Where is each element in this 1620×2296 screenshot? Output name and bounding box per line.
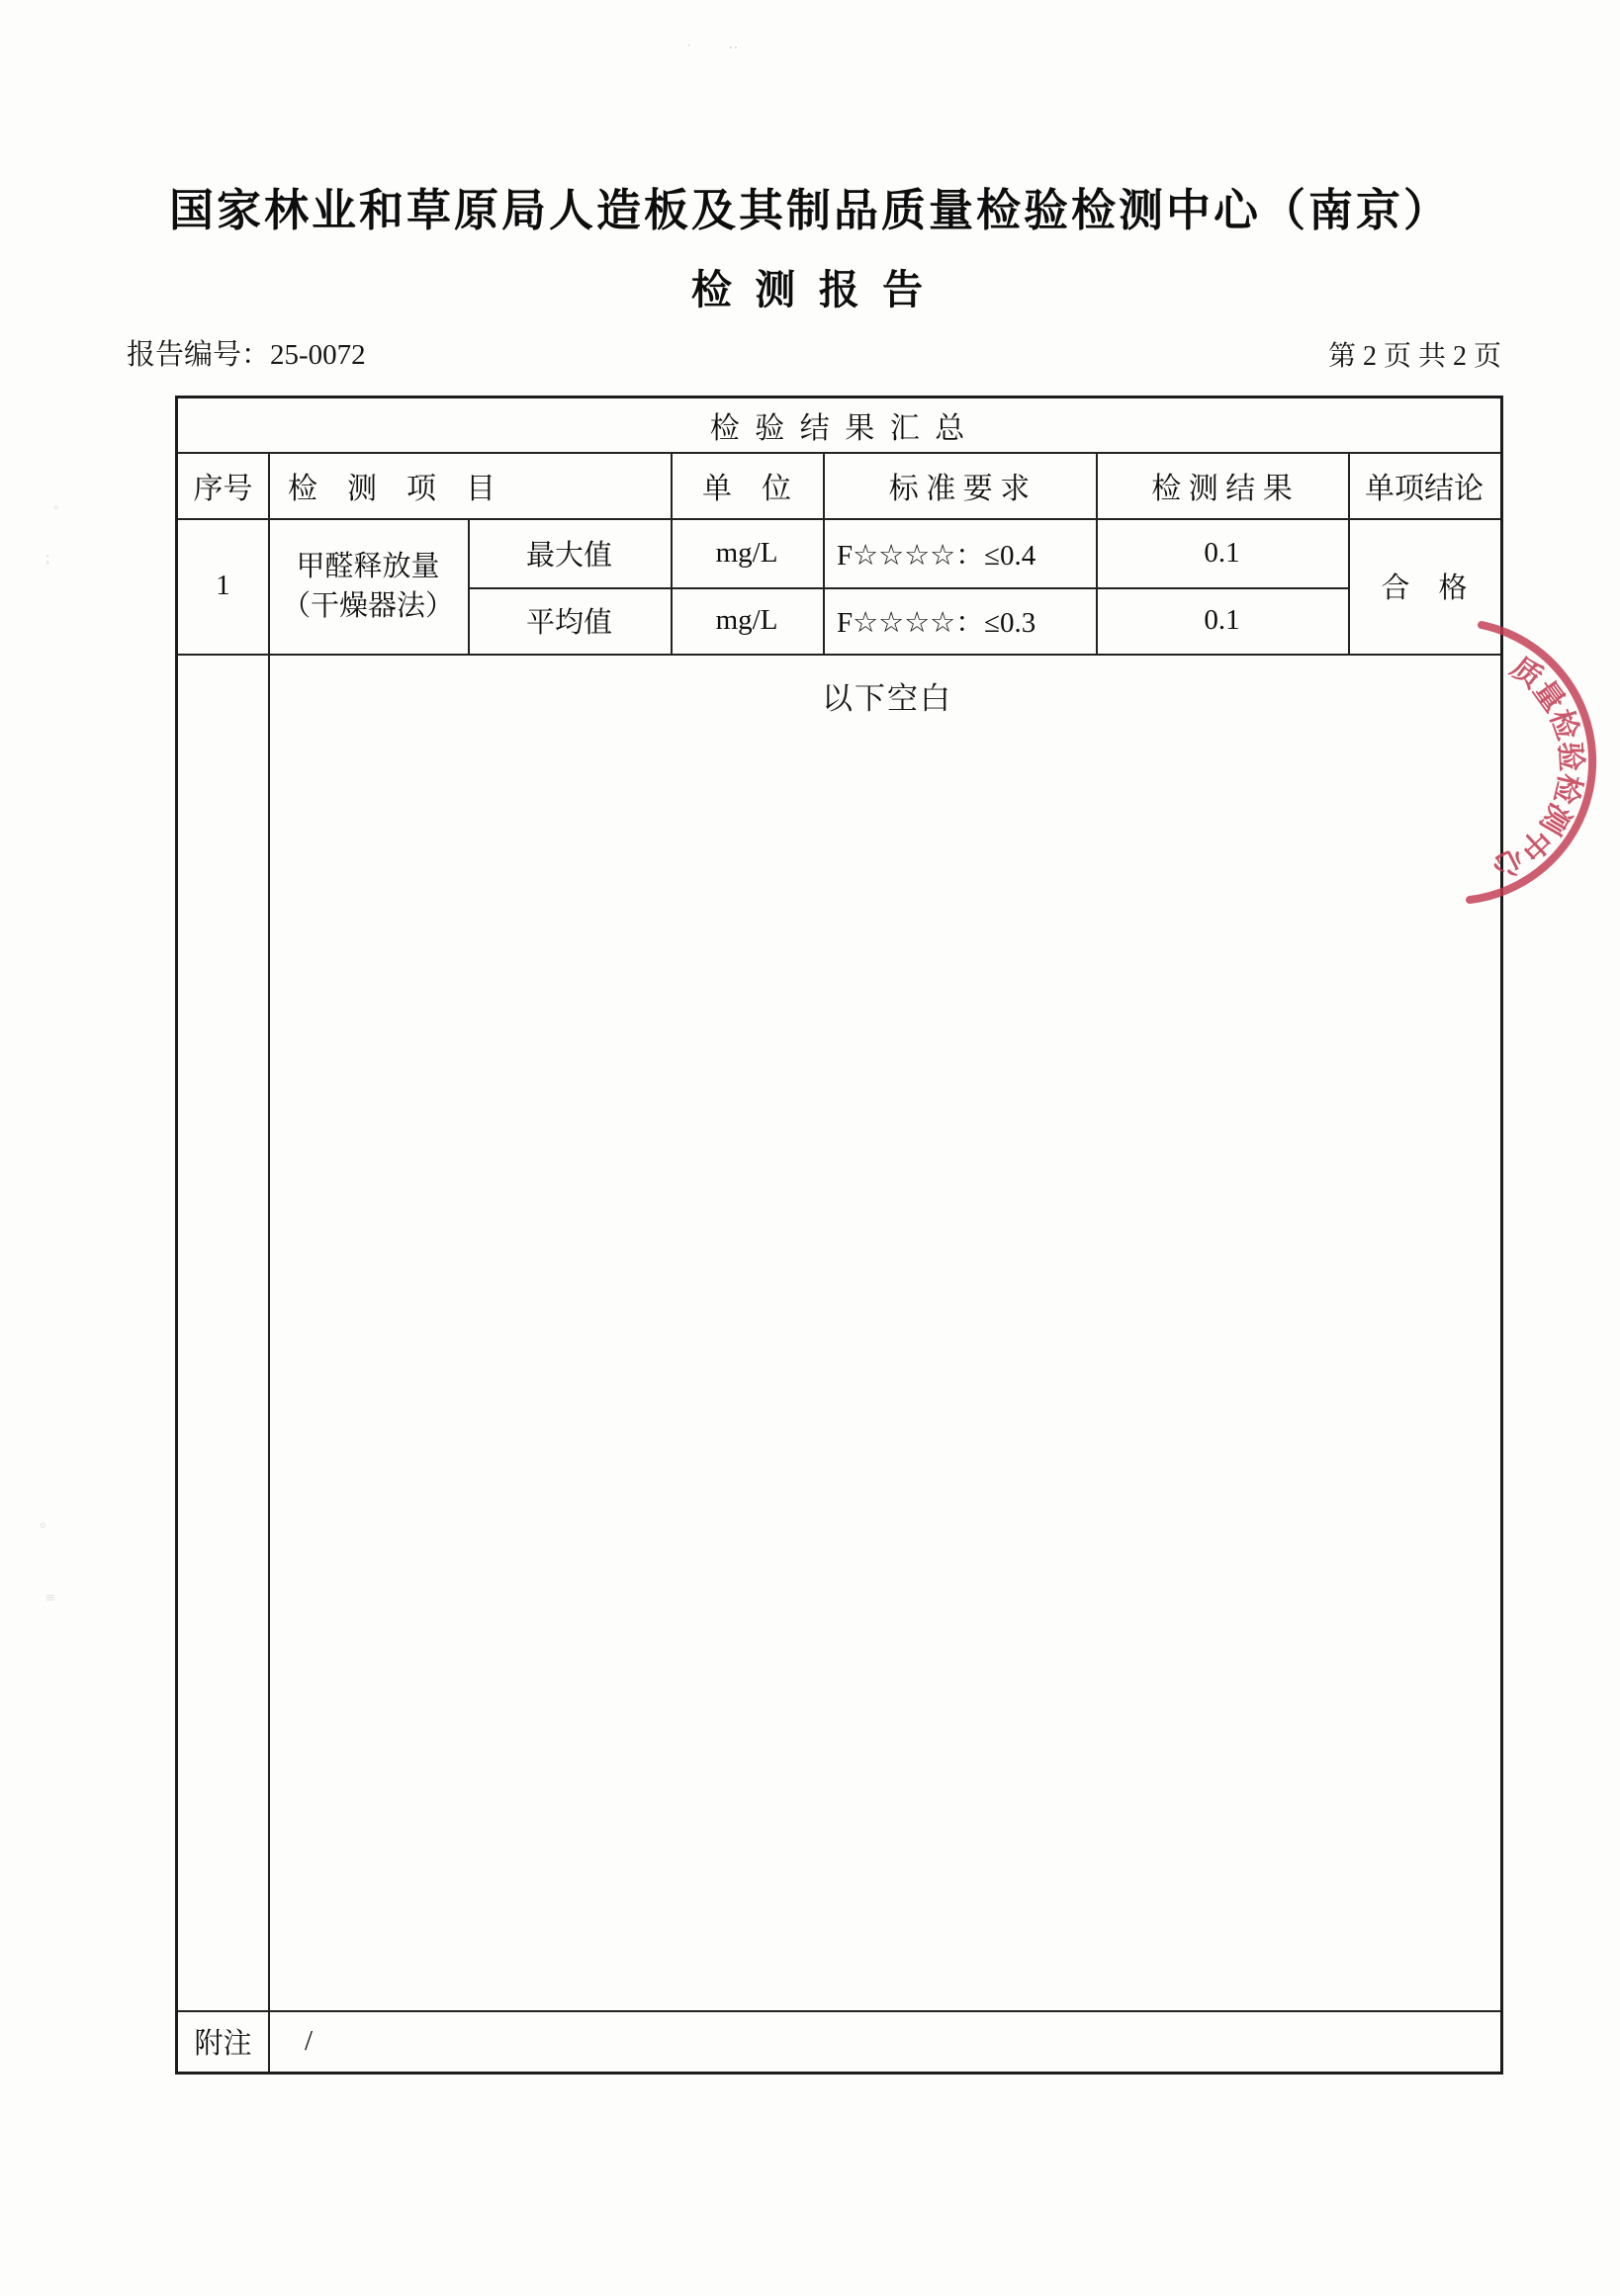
row-item-line1: 甲醛释放量 <box>296 550 440 582</box>
subrow-unit: mg/L <box>715 604 778 636</box>
page-number: 第 2 页 共 2 页 <box>1327 341 1501 372</box>
header-requirement: 标 准 要 求 <box>888 472 1031 505</box>
subrow-name: 平均值 <box>525 607 612 639</box>
header-item: 检 测 项 目 <box>288 472 495 505</box>
subrow-requirement: F☆☆☆☆：≤0.3 <box>837 607 1036 639</box>
row-item <box>268 518 468 654</box>
header-result: 检 测 结 果 <box>1151 472 1293 505</box>
header-unit: 单 位 <box>702 472 791 505</box>
row-index: 1 <box>216 570 230 601</box>
subrow-unit: mg/L <box>715 536 778 569</box>
document-subtitle: 检 测 报 告 <box>690 267 930 312</box>
results-table <box>175 396 1503 2075</box>
stamp-text: 质量检验检测中心 <box>1487 651 1587 884</box>
header-index: 序号 <box>193 472 253 505</box>
row-item-line2: （干燥器法） <box>281 589 454 622</box>
footer-label: 附注 <box>194 2027 252 2060</box>
scan-artifact: · <box>686 38 692 54</box>
subrow-result: 0.1 <box>1204 536 1240 569</box>
scan-artifact: ‥ <box>728 36 739 52</box>
document-title: 国家林业和草原局人造板及其制品质量检验检测中心（南京） <box>168 185 1451 235</box>
subrow-name: 最大值 <box>525 539 612 572</box>
table-title: 检 验 结 果 汇 总 <box>709 412 969 445</box>
scan-artifact: ≡ <box>45 1590 55 1607</box>
scan-artifact: ◦ <box>53 499 59 516</box>
scan-artifact: ; <box>45 550 50 567</box>
blank-below-note: 以下空白 <box>822 681 952 716</box>
table-line <box>178 654 1500 656</box>
scan-artifact: ° <box>40 1521 46 1538</box>
footer-value: / <box>305 2024 314 2057</box>
row-conclusion: 合 格 <box>1381 573 1468 604</box>
report-number: 报告编号：25-0072 <box>127 339 366 371</box>
subrow-result: 0.1 <box>1204 604 1240 636</box>
subrow-requirement: F☆☆☆☆：≤0.4 <box>837 539 1036 572</box>
header-conclusion: 单项结论 <box>1365 472 1484 505</box>
